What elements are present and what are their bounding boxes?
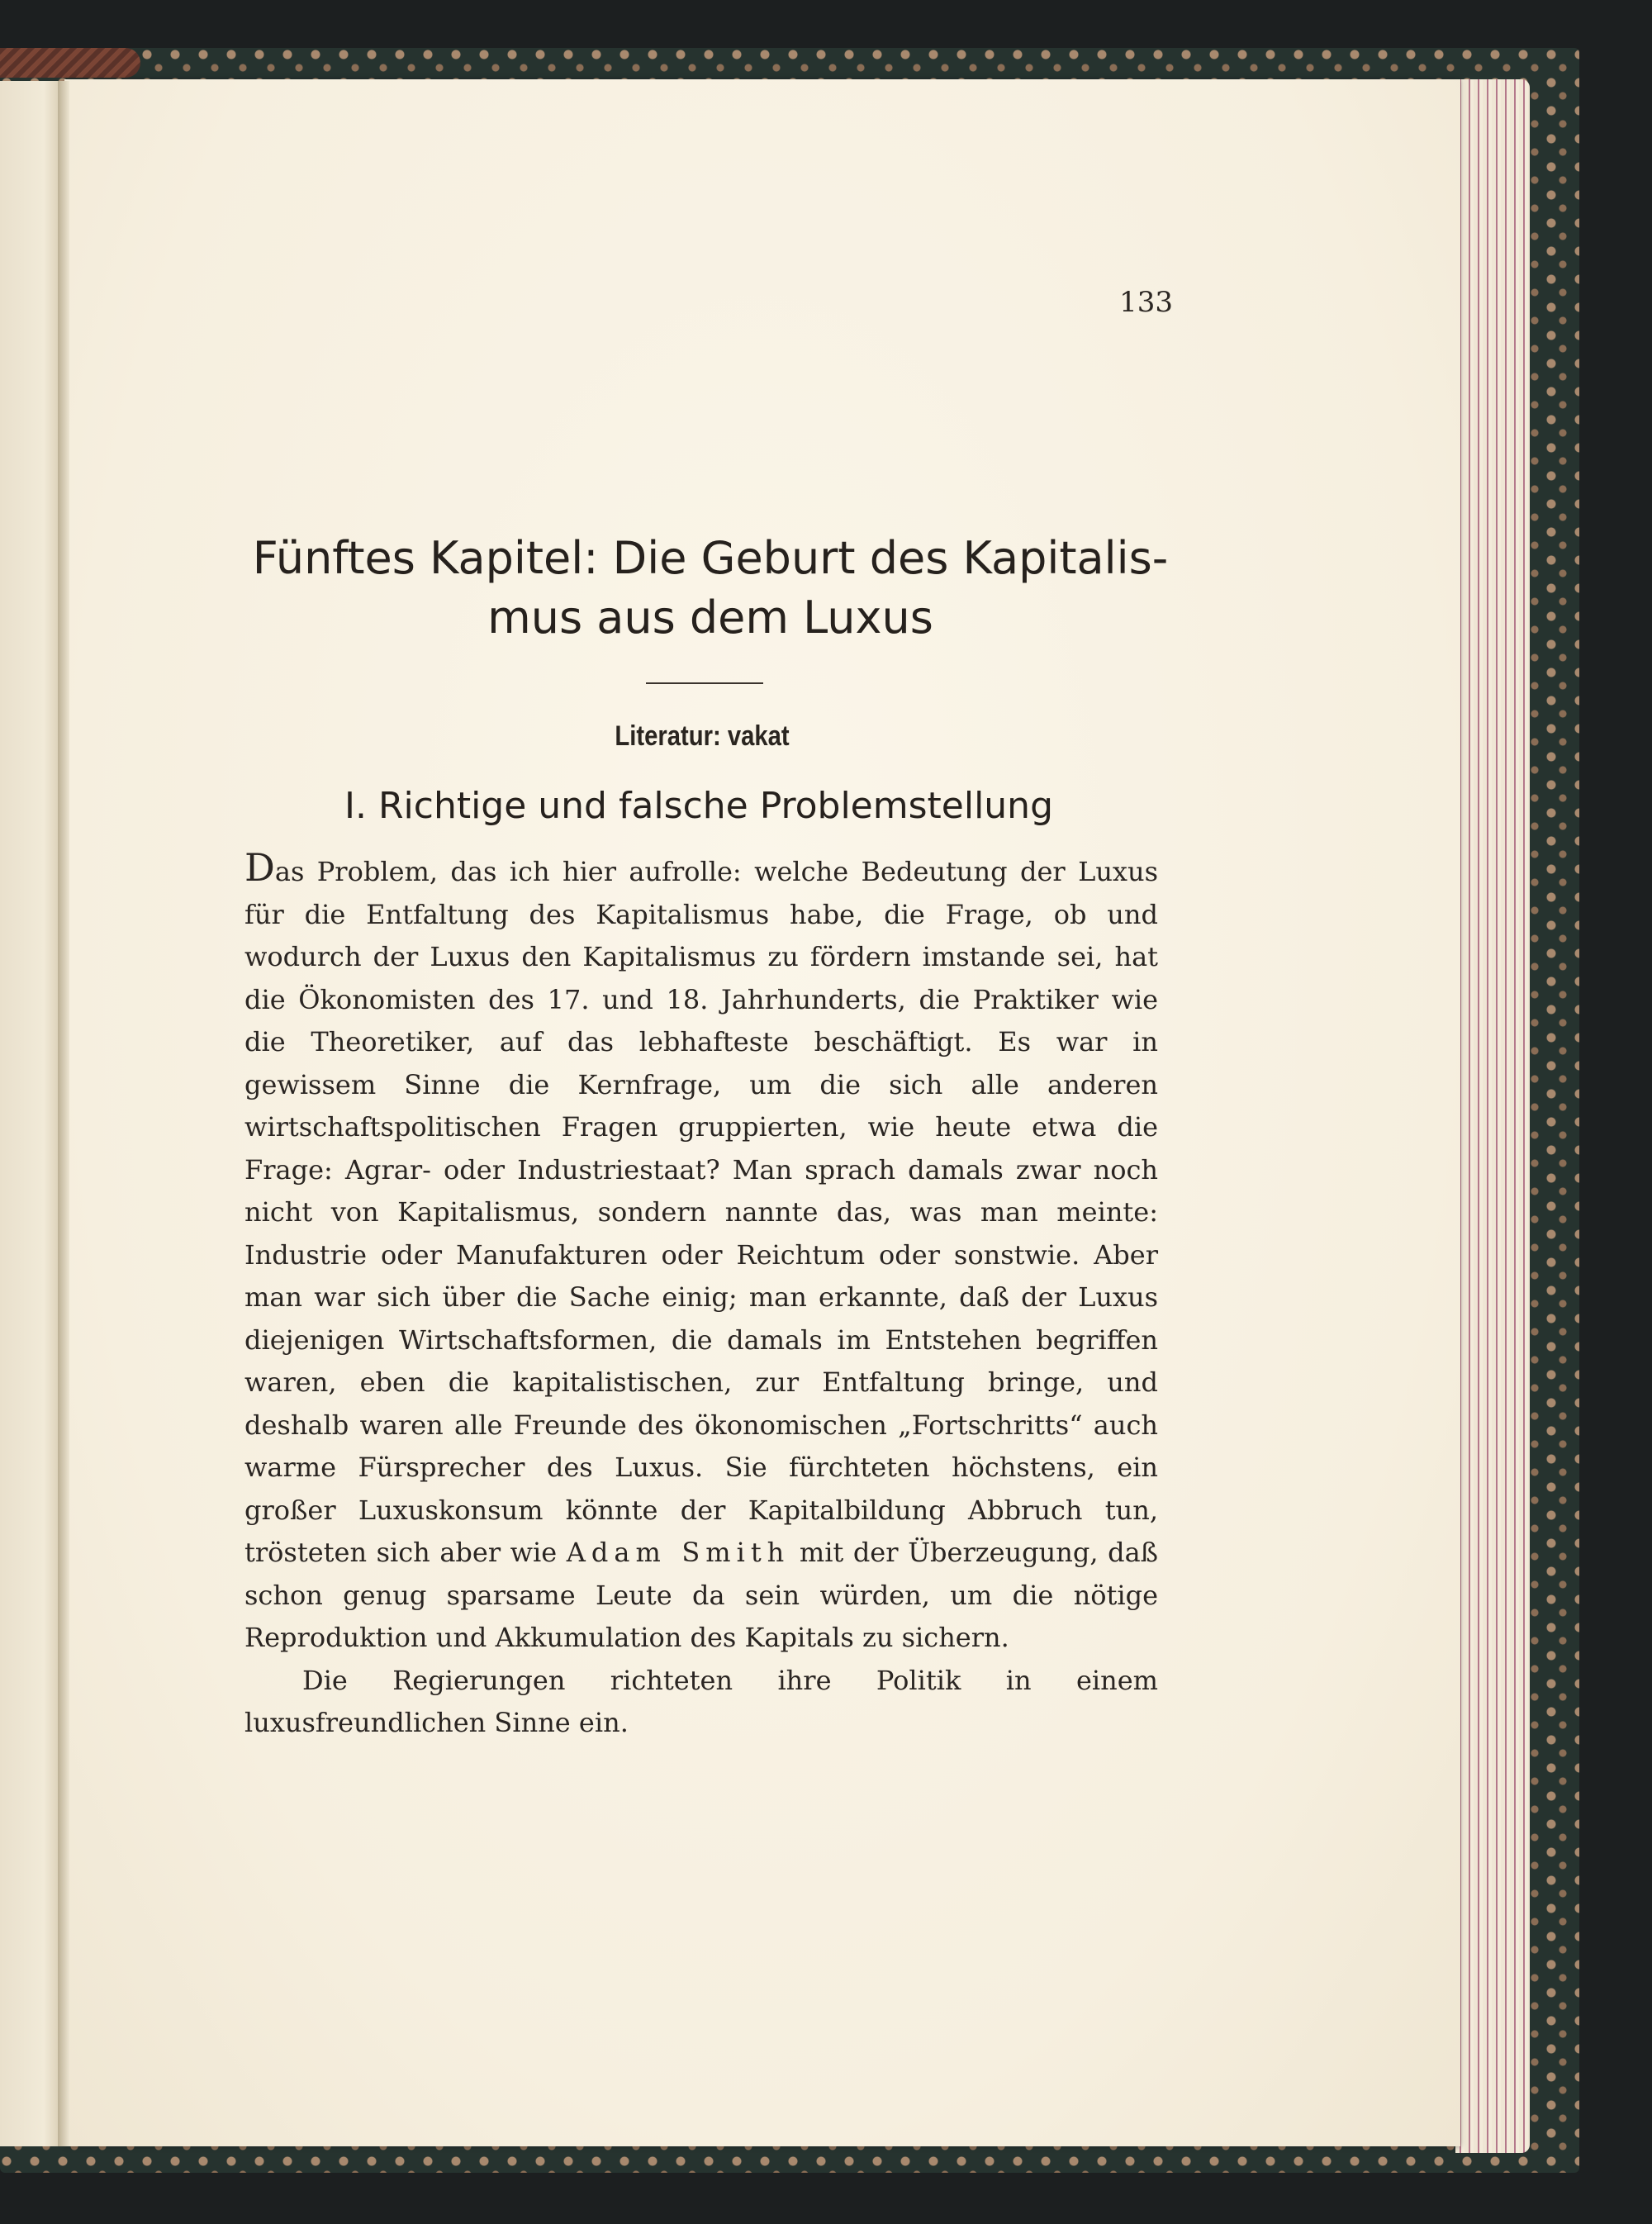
chapter-title <box>231 529 1189 648</box>
literature-note: Literatur: vakat <box>615 720 790 752</box>
page-gutter <box>58 81 69 2146</box>
chapter-title-line-1: Fünftes Kapitel: Die Geburt des Kapitalis- <box>252 532 1169 584</box>
facing-page-edge <box>0 81 63 2146</box>
paragraph-2: Die Regierungen richteten ihre Politik in einem luxusfreundlichen Sinne ein. <box>244 1664 1158 1738</box>
paragraph-1-text-a: as Problem, das ich hier aufrolle: welche Bedeutung der Luxus für die Entfaltung des Kapitalismus habe, die Frage, ob und wodurch der Luxus den Kapitalismus zu fördern imstande sei, hat die Ökonomisten des 17. und 18. Jahrhunderts, die Praktiker wie die Theoretiker, auf das lebhafteste beschäftigt. Es war in gewissem Sinne die Kernfrage, um die sich alle anderen wirtschaftspolitischen Fragen gruppierten, wie heute etwa die Frage: Agrar- oder Industriestaat? Man sprach damals zwar noch nicht von Kapitalismus, sondern nannte das, was man meinte: Industrie oder Manufakturen oder Reichtum oder sonstwie. Aber man war sich über die Sache einig; man erkannte, daß der Luxus diejenigen Wirtschaftsformen, die damals im Entstehen begriffen waren, eben die kapitalistischen, zur Entfaltung bringe, und deshalb waren alle Freunde des ökonomischen „Fortschritts“ auch warme Fürsprecher des Luxus. Sie fürchteten höchstens, ein großer Luxuskonsum könnte der Kapitalbildung Abbruch tun, trösteten sich aber wie <box>244 856 1158 1568</box>
page-number: 133 <box>1119 286 1173 319</box>
body-text <box>244 845 1159 1745</box>
paragraph-1-text-b: mit der Überzeugung, daß schon genug sparsame Leute da sein würden, um die nötige Reproduktion und Akkumulation des Kapitals zu sichern. <box>244 1537 1159 1653</box>
drop-cap: D <box>244 845 275 890</box>
section-heading: I. Richtige und falsche Problemstellung <box>344 785 1053 827</box>
page-block-edges <box>1455 79 1530 2153</box>
paragraph-1 <box>244 845 1159 1660</box>
title-divider <box>646 682 763 684</box>
spaced-name: Adam Smith <box>566 1537 790 1568</box>
bookmark-ribbon <box>0 48 140 78</box>
chapter-title-line-2: mus aus dem Luxus <box>487 592 933 644</box>
